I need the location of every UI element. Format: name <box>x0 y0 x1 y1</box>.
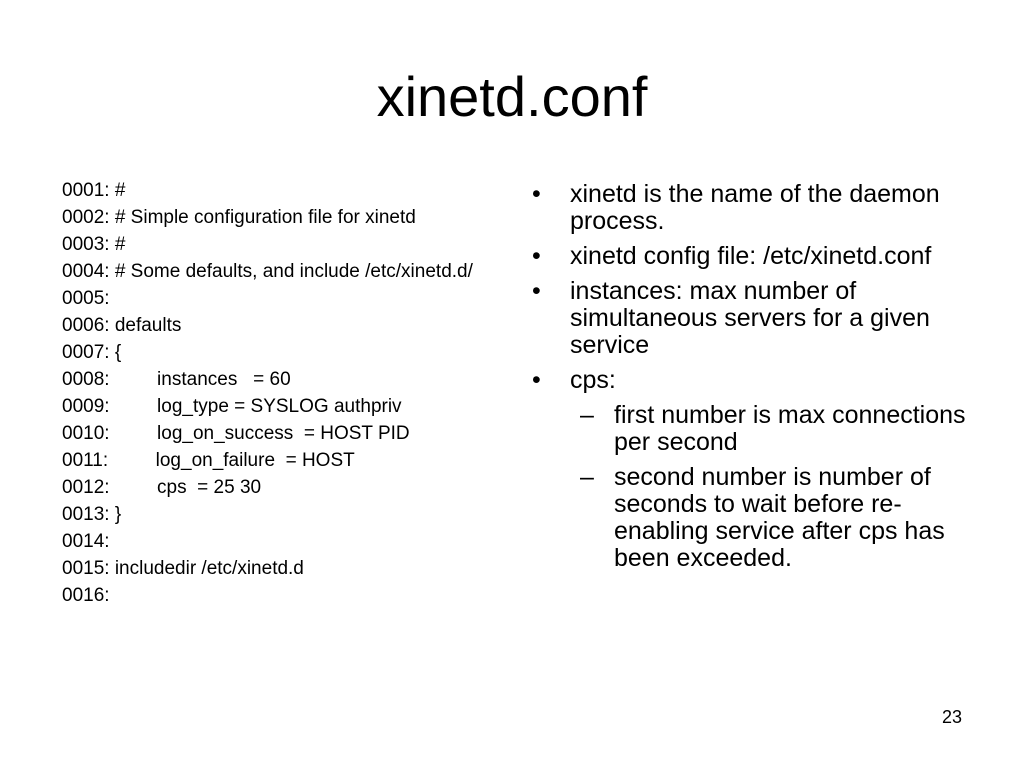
bullet-text: cps: <box>570 366 616 394</box>
code-line: 0001: # <box>62 180 126 201</box>
code-line: 0008: instances = 60 <box>62 369 291 390</box>
bullet-text: xinetd config file: /etc/xinetd.conf <box>570 242 932 270</box>
code-line: 0009: log_type = SYSLOG authpriv <box>62 396 402 417</box>
code-line: 0007: { <box>62 342 122 363</box>
bullet-icon: • <box>532 180 541 208</box>
bullet-icon: • <box>532 242 541 270</box>
bullet-text: xinetd is the name of the daemon process. <box>570 180 940 235</box>
code-line: 0016: <box>62 585 110 606</box>
code-line: 0004: # Some defaults, and include /etc/xinetd.d/ <box>62 261 473 282</box>
sub-bullet-list <box>570 402 968 572</box>
sub-bullet-item <box>570 402 968 456</box>
sub-bullet-text: second number is number of seconds to wait before re-enabling service after cps has been exceeded. <box>614 463 945 572</box>
dash-icon: – <box>580 401 594 429</box>
code-line: 0005: <box>62 288 110 309</box>
code-line: 0006: defaults <box>62 315 182 336</box>
code-line: 0015: includedir /etc/xinetd.d <box>62 558 304 579</box>
bullet-item <box>528 278 968 359</box>
config-code-listing <box>62 180 502 612</box>
explanation-bullets <box>528 181 968 580</box>
code-line: 0011: log_on_failure = HOST <box>62 450 355 471</box>
bullet-icon: • <box>532 277 541 305</box>
code-line: 0010: log_on_success = HOST PID <box>62 423 410 444</box>
code-line: 0014: <box>62 531 110 552</box>
page-number: 23 <box>941 707 962 727</box>
code-line: 0002: # Simple configuration file for xinetd <box>62 207 416 228</box>
code-line: 0003: # <box>62 234 126 255</box>
bullet-item <box>528 367 968 572</box>
code-line: 0012: cps = 25 30 <box>62 477 262 498</box>
code-line: 0013: } <box>62 504 122 525</box>
sub-bullet-text: first number is max connections per second <box>614 401 966 456</box>
bullet-text: instances: max number of simultaneous servers for a given service <box>570 277 930 359</box>
slide-title: xinetd.conf <box>376 65 648 128</box>
bullet-item <box>528 243 968 270</box>
bullet-item <box>528 181 968 235</box>
sub-bullet-item <box>570 464 968 572</box>
dash-icon: – <box>580 463 594 491</box>
bullet-icon: • <box>532 366 541 394</box>
